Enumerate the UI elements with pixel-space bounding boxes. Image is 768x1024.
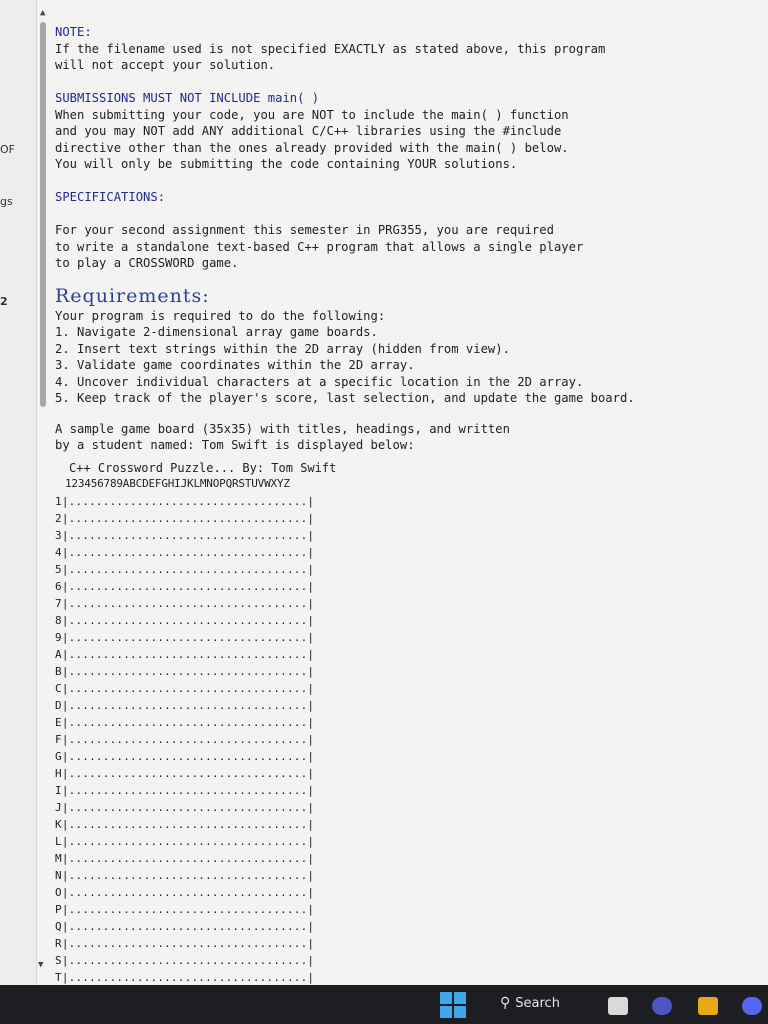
- board-title: C++ Crossword Puzzle... By: Tom Swift: [69, 460, 337, 475]
- specifications-heading: SPECIFICATIONS:: [55, 190, 166, 204]
- left-panel-label: gs: [0, 195, 13, 208]
- board-row: 6|...................................|: [55, 579, 315, 593]
- left-side-panel: [0, 0, 37, 985]
- game-board: [55, 493, 755, 986]
- note-line: If the filename used is not specified EXACTLY as stated above, this program: [55, 41, 606, 56]
- requirements-line: 2. Insert text strings within the 2D array (hidden from view).: [55, 341, 510, 356]
- vertical-scrollbar[interactable]: [37, 6, 51, 976]
- taskbar-search-button[interactable]: [500, 995, 580, 1017]
- file-explorer-icon[interactable]: [608, 997, 628, 1015]
- board-row: B|...................................|: [55, 664, 315, 678]
- requirements-line: 5. Keep track of the player's score, last selection, and update the game board.: [55, 391, 635, 405]
- scrollbar-thumb[interactable]: [40, 22, 46, 407]
- board-row: 4|...................................|: [55, 545, 315, 559]
- scroll-up-arrow-icon[interactable]: ▲: [40, 8, 46, 18]
- specifications-line: to write a standalone text-based C++ program that allows a single player: [55, 239, 584, 254]
- note-line: will not accept your solution.: [55, 58, 276, 72]
- board-row: L|...................................|: [55, 834, 315, 848]
- board-row: 3|...................................|: [55, 528, 315, 542]
- requirements-heading: Requirements:: [55, 284, 210, 307]
- board-row: 9|...................................|: [55, 630, 315, 644]
- submissions-line: When submitting your code, you are NOT to include the main( ) function: [55, 107, 569, 122]
- board-column-header: 123456789ABCDEFGHIJKLMNOPQRSTUVWXYZ: [65, 476, 290, 490]
- board-row: H|...................................|: [55, 766, 315, 780]
- board-row: M|...................................|: [55, 851, 315, 865]
- board-row: 1|...................................|: [55, 494, 315, 508]
- requirements-line: Your program is required to do the following:: [55, 308, 386, 323]
- board-row: K|...................................|: [55, 817, 315, 831]
- search-icon: ⚲: [500, 995, 511, 1011]
- board-row: S|...................................|: [55, 953, 315, 967]
- sample-line: by a student named: Tom Swift is displayed below:: [55, 438, 415, 452]
- board-row: O|...................................|: [55, 885, 315, 899]
- left-panel-label: 2: [0, 295, 8, 308]
- board-row: Q|...................................|: [55, 919, 315, 933]
- board-row: R|...................................|: [55, 936, 315, 950]
- submissions-line: You will only be submitting the code containing YOUR solutions.: [55, 157, 518, 171]
- discord-icon[interactable]: [742, 997, 762, 1015]
- board-row: N|...................................|: [55, 868, 315, 882]
- scroll-down-arrow-icon[interactable]: ▼: [38, 960, 44, 970]
- board-row: D|...................................|: [55, 698, 315, 712]
- specifications-line: to play a CROSSWORD game.: [55, 256, 239, 270]
- board-row: J|...................................|: [55, 800, 315, 814]
- specifications-line: For your second assignment this semester in PRG355, you are required: [55, 223, 554, 237]
- submissions-line: and you may NOT add ANY additional C/C++ libraries using the #include: [55, 124, 562, 138]
- requirements-line: 1. Navigate 2-dimensional array game boards.: [55, 325, 378, 339]
- board-row: E|...................................|: [55, 715, 315, 729]
- submissions-line: directive other than the ones already provided with the main( ) below.: [55, 140, 569, 155]
- left-panel-label: OF: [0, 143, 15, 156]
- submissions-heading: SUBMISSIONS MUST NOT INCLUDE main( ): [55, 91, 320, 105]
- board-row: 5|...................................|: [55, 562, 315, 576]
- board-row: A|...................................|: [55, 647, 315, 661]
- board-row: 8|...................................|: [55, 613, 315, 627]
- folder-icon[interactable]: [698, 997, 718, 1015]
- note-heading: NOTE:: [55, 25, 92, 39]
- board-row: G|...................................|: [55, 749, 315, 763]
- sample-line: A sample game board (35x35) with titles, headings, and written: [55, 421, 510, 436]
- teams-icon[interactable]: [652, 997, 672, 1015]
- board-row: C|...................................|: [55, 681, 315, 695]
- windows-start-icon[interactable]: [440, 992, 466, 1018]
- board-row: P|...................................|: [55, 902, 315, 916]
- board-row: 2|...................................|: [55, 511, 315, 525]
- board-row: T|...................................|: [55, 970, 315, 984]
- board-row: 7|...................................|: [55, 596, 315, 610]
- document-content: [55, 24, 755, 985]
- requirements-line: 3. Validate game coordinates within the 2D array.: [55, 358, 415, 372]
- taskbar: [0, 985, 768, 1024]
- board-row: I|...................................|: [55, 783, 315, 797]
- board-row: F|...................................|: [55, 732, 315, 746]
- requirements-line: 4. Uncover individual characters at a specific location in the 2D array.: [55, 374, 584, 389]
- search-label: Search: [515, 996, 560, 1011]
